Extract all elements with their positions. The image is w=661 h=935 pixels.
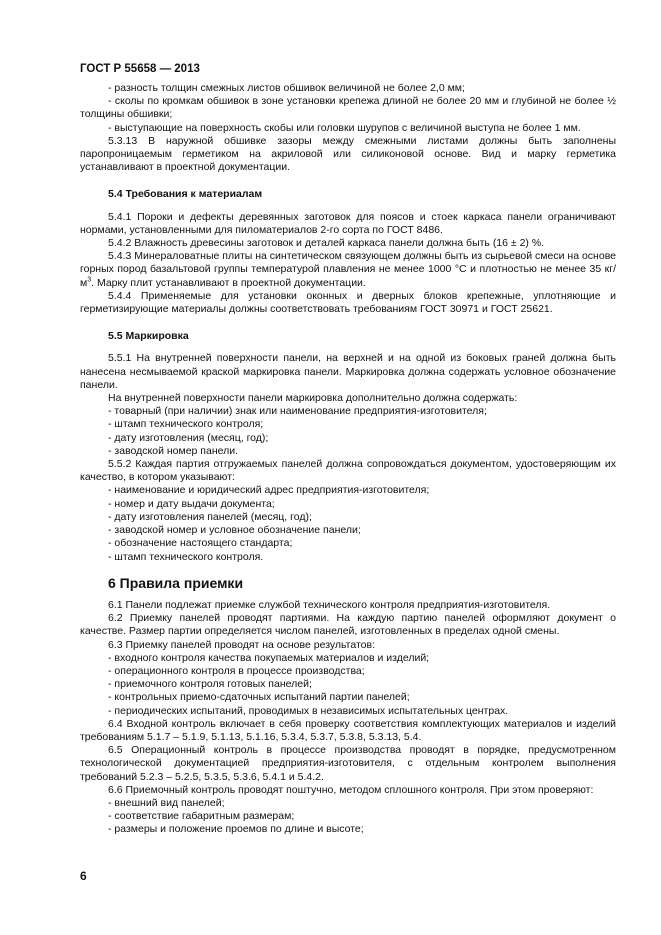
list-item: - периодических испытаний, проводимых в независимых испытательных центрах. (108, 704, 509, 717)
list-item: - товарный (при наличии) знак или наименование предприятия-изготовителя; (108, 405, 487, 418)
superscript: 3 (87, 276, 92, 284)
document-header: ГОСТ Р 55658 — 2013 (80, 63, 200, 75)
paragraph: 6.6 Приемочный контроль проводят поштучно, методом сплошного контроля. При этом проверяют: (108, 783, 594, 796)
list-item: - штамп технического контроля; (108, 418, 264, 431)
list-item: - заводской номер и условное обозначение панели; (108, 524, 361, 537)
section-heading-5-4: 5.4 Требования к материалам (108, 188, 263, 201)
paragraph: 6.3 Приемку панелей проводят на основе результатов: (108, 638, 376, 651)
paragraph: 5.5.2 Каждая партия отгружаемых панелей должна сопровождаться документом, удостоверяющим их качество, в котором указывают: (80, 458, 616, 484)
paragraph: 6.1 Панели подлежат приемке службой технического контроля предприятия-изготовителя. (108, 598, 551, 611)
section-heading-6: 6 Правила приемки (108, 574, 244, 591)
list-item: - соответствие габаритным размерам; (108, 810, 295, 823)
list-item: - внешний вид панелей; (108, 796, 225, 809)
paragraph: 6.4 Входной контроль включает в себя проверку соответствия комплектующих материалов и изделий требованиям 5.1.7 – 5.1.9, 5.1.13, 5.1.16, 5.3.4, 5.3.7, 5.3.8, 5.3.13, 5.4. (80, 717, 616, 743)
list-item: - заводской номер панели. (108, 444, 239, 457)
paragraph: - разность толщин смежных листов обшивок величиной не более 2,0 мм; (108, 82, 465, 94)
paragraph: 5.4.1 Пороки и дефекты деревянных заготовок для поясов и стоек каркаса панели ограничивают нормами, установленными для пиломатериалов 2-го сорта по ГОСТ 8486. (80, 210, 616, 236)
list-item: - дату изготовления панелей (месяц, год); (108, 510, 312, 523)
page-number: 6 (80, 869, 87, 883)
paragraph: 5.5.1 На внутренней поверхности панели, на верхней и на одной из боковых граней должна быть нанесена несмываемой краской маркировка панели. Маркировка должна содержать условное обозначение панели. (80, 352, 616, 391)
list-item: - контрольных приемо-сдаточных испытаний партии панелей; (108, 691, 410, 704)
list-item: - номер и дату выдачи документа; (108, 497, 275, 510)
paragraph: - выступающие на поверхность скобы или головки шурупов с величиной выступа не более 1 мм. (108, 121, 581, 134)
list-item: - входного контроля качества покупаемых материалов и изделий; (108, 651, 430, 664)
paragraph: - сколы по кромкам обшивок в зоне установки крепежа длиной не более 20 мм и глубиной не более ½ толщины обшивки; (80, 95, 616, 121)
list-item: - дату изготовления (месяц, год); (108, 431, 269, 444)
paragraph (80, 250, 616, 290)
document-body (80, 82, 616, 837)
paragraph: 6.5 Операционный контроль в процессе производства проводят в порядке, предусмотренном технологической документацией предприятия-изготовителя, с отдельным контролем выполнения требований 5.2.3 – 5.2.5, 5.3.5, 5.3.6, 5.4.1 и 5.4.2. (80, 744, 616, 783)
paragraph-text: . Марку плит устанавливают в проектной документации. (91, 276, 366, 289)
paragraph: На внутренней поверхности панели маркировка дополнительно должна содержать: (108, 392, 518, 405)
list-item: - обозначение настоящего стандарта; (108, 537, 293, 550)
paragraph-text: 5.4.3 Минераловатные плиты на синтетическом связующем должны быть из сырьевой смеси на основе горных пород базальтовой группы температурой плавления не менее 1000 °С и плотностью не менее 35 кг/м (80, 250, 616, 289)
list-item: - наименование и юридический адрес предприятия-изготовителя; (108, 484, 430, 497)
list-item: - штамп технического контроля. (108, 550, 264, 563)
list-item: - операционного контроля в процессе производства; (108, 664, 365, 677)
paragraph: 5.4.4 Применяемые для установки оконных и дверных блоков крепежные, уплотняющие и герметизирующие материалы должны соответствовать требованиям ГОСТ 30971 и ГОСТ 25621. (80, 289, 616, 316)
list-item: - размеры и положение проемов по длине и высоте; (108, 823, 364, 836)
section-heading-5-5: 5.5 Маркировка (108, 330, 189, 343)
paragraph: 5.4.2 Влажность древесины заготовок и деталей каркаса панели должна быть (16 ± 2) %. (108, 237, 545, 250)
paragraph: 6.2 Приемку панелей проводят партиями. На каждую партию панелей оформляют документ о качестве. Размер партии определяется числом панелей, изготовленных в пределах одной смены. (80, 612, 616, 638)
list-item: - приемочного контроля готовых панелей; (108, 678, 312, 691)
paragraph: 5.3.13 В наружной обшивке зазоры между смежными листами должны быть заполнены паропроницаемым герметиком на акриловой или силиконовой основе. Вид и марку герметика устанавливают в проектной документации. (80, 134, 616, 174)
